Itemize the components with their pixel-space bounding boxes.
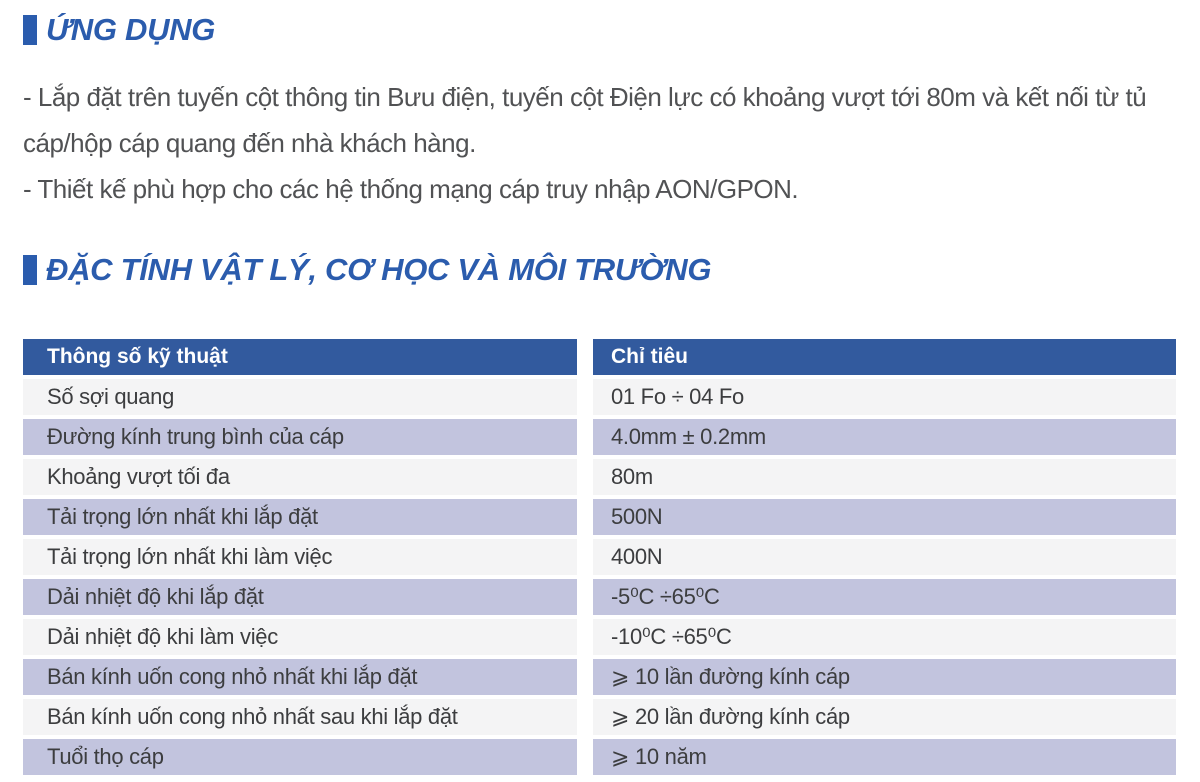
table-header-criteria: Chỉ tiêu [593, 339, 1176, 375]
body-paragraph: - Thiết kế phù hợp cho các hệ thống mạng cáp truy nhập AON/GPON. [23, 174, 799, 204]
param-cell: Khoảng vượt tối đa [23, 459, 577, 495]
param-cell: Bán kính uốn cong nhỏ nhất sau khi lắp đặt [23, 699, 577, 735]
param-cell: Dải nhiệt độ khi lắp đặt [23, 579, 577, 615]
spec-table [23, 339, 1176, 775]
param-cell: Dải nhiệt độ khi làm việc [23, 619, 577, 655]
value-cell: ⩾ 10 lần đường kính cáp [593, 659, 1176, 695]
section-marker-icon [23, 15, 37, 45]
section-title-text: ĐẶC TÍNH VẬT LÝ, CƠ HỌC VÀ MÔI TRƯỜNG [46, 252, 712, 287]
section-title-text: ỨNG DỤNG [46, 12, 216, 47]
section-marker-icon [23, 255, 37, 285]
param-cell: Bán kính uốn cong nhỏ nhất khi lắp đặt [23, 659, 577, 695]
section-title-characteristics [23, 252, 1177, 288]
value-cell: -10⁰C ÷65⁰C [593, 619, 1176, 655]
section-title-applications [23, 12, 1177, 48]
value-cell: 500N [593, 499, 1176, 535]
section-characteristics [23, 252, 1177, 775]
applications-body [23, 74, 1189, 212]
table-header-parameter: Thông số kỹ thuật [23, 339, 577, 375]
value-cell: -5⁰C ÷65⁰C [593, 579, 1176, 615]
param-cell: Tuổi thọ cáp [23, 739, 577, 775]
param-cell: Tải trọng lớn nhất khi làm việc [23, 539, 577, 575]
param-cell: Đường kính trung bình của cáp [23, 419, 577, 455]
value-cell: 4.0mm ± 0.2mm [593, 419, 1176, 455]
body-paragraph: - Lắp đặt trên tuyến cột thông tin Bưu điện, tuyến cột Điện lực có khoảng vượt tới 80m và kết nối từ tủ cáp/hộp cáp quang đến nhà khách hàng. [23, 82, 1147, 158]
value-cell: 400N [593, 539, 1176, 575]
value-cell: ⩾ 20 lần đường kính cáp [593, 699, 1176, 735]
value-cell: ⩾ 10 năm [593, 739, 1176, 775]
param-cell: Số sợi quang [23, 379, 577, 415]
value-cell: 01 Fo ÷ 04 Fo [593, 379, 1176, 415]
value-cell: 80m [593, 459, 1176, 495]
param-cell: Tải trọng lớn nhất khi lắp đặt [23, 499, 577, 535]
section-applications [23, 12, 1177, 212]
